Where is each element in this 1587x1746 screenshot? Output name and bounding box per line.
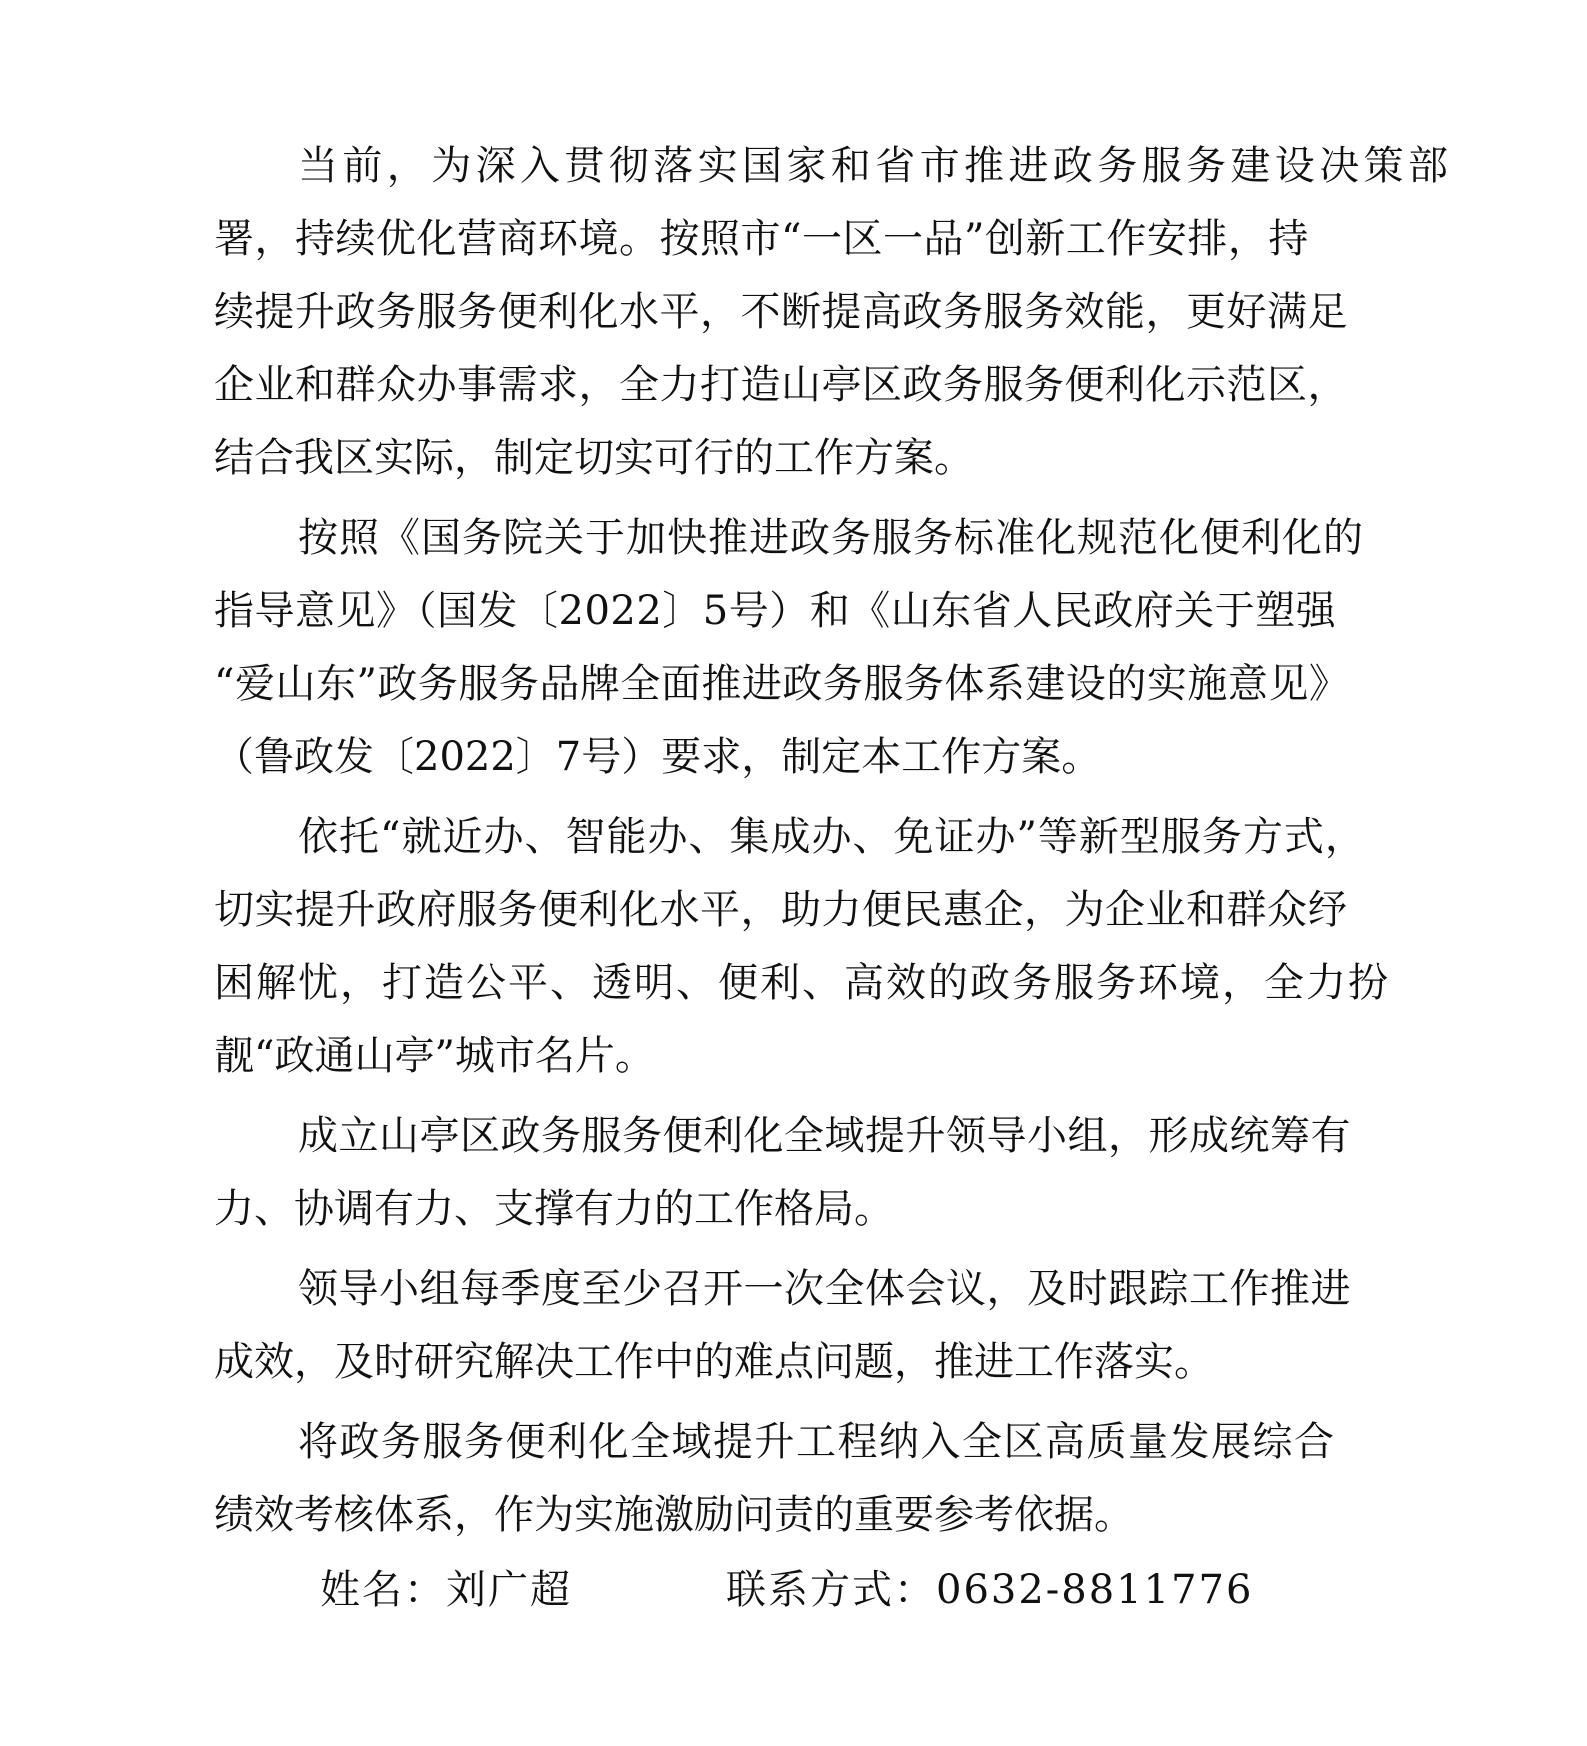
paragraph-line: 将政务服务便利化全域提升工程纳入全区高质量发展综合 bbox=[298, 1419, 1336, 1465]
paragraph-line: 困解忧，打造公平、透明、便利、高效的政务服务环境，全力扮 bbox=[214, 960, 1390, 1006]
paragraph-line: 指导意见》（国发〔2022〕5号）和《山东省人民政府关于塑强 bbox=[214, 588, 1337, 634]
paragraph-line: 靓“政通山亭”城市名片。 bbox=[214, 1033, 655, 1079]
contact-name: 姓名：刘广超 bbox=[320, 1567, 572, 1613]
paragraph-line: 续提升政务服务便利化水平，不断提高政务服务效能，更好满足 bbox=[214, 289, 1348, 335]
paragraph-line: “爱山东”政务服务品牌全面推进政务服务体系建设的实施意见》 bbox=[214, 661, 1350, 707]
paragraph-line: 切实提升政府服务便利化水平，助力便民惠企，为企业和群众纾 bbox=[214, 887, 1348, 933]
paragraph-line: 依托“就近办、智能办、集成办、免证办”等新型服务方式， bbox=[298, 814, 1366, 860]
paragraph-line: （鲁政发〔2022〕7号）要求，制定本工作方案。 bbox=[214, 734, 1102, 780]
contact-phone: 联系方式：0632-8811776 bbox=[726, 1567, 1254, 1613]
paragraph-line: 成立山亭区政务服务便利化全域提升领导小组，形成统筹有 bbox=[298, 1113, 1351, 1159]
paragraph-line: 按照《国务院关于加快推进政务服务标准化规范化便利化的 bbox=[298, 515, 1364, 561]
paragraph-line: 领导小组每季度至少召开一次全体会议，及时跟踪工作推进 bbox=[298, 1266, 1351, 1312]
paragraph-line: 成效，及时研究解决工作中的难点问题，推进工作落实。 bbox=[214, 1339, 1214, 1385]
paragraph-line: 力、协调有力、支撑有力的工作格局。 bbox=[214, 1186, 894, 1232]
paragraph-line: 结合我区实际，制定切实可行的工作方案。 bbox=[214, 435, 974, 481]
paragraph-line: 当前，为深入贯彻落实国家和省市推进政务服务建设决策部 bbox=[298, 143, 1453, 189]
paragraph-line: 企业和群众办事需求，全力打造山亭区政务服务便利化示范区， bbox=[214, 362, 1348, 408]
paragraph-line: 绩效考核体系，作为实施激励问责的重要参考依据。 bbox=[214, 1492, 1134, 1538]
paragraph-line: 署，持续优化营商环境。按照市“一区一品”创新工作安排，持 bbox=[214, 216, 1309, 262]
